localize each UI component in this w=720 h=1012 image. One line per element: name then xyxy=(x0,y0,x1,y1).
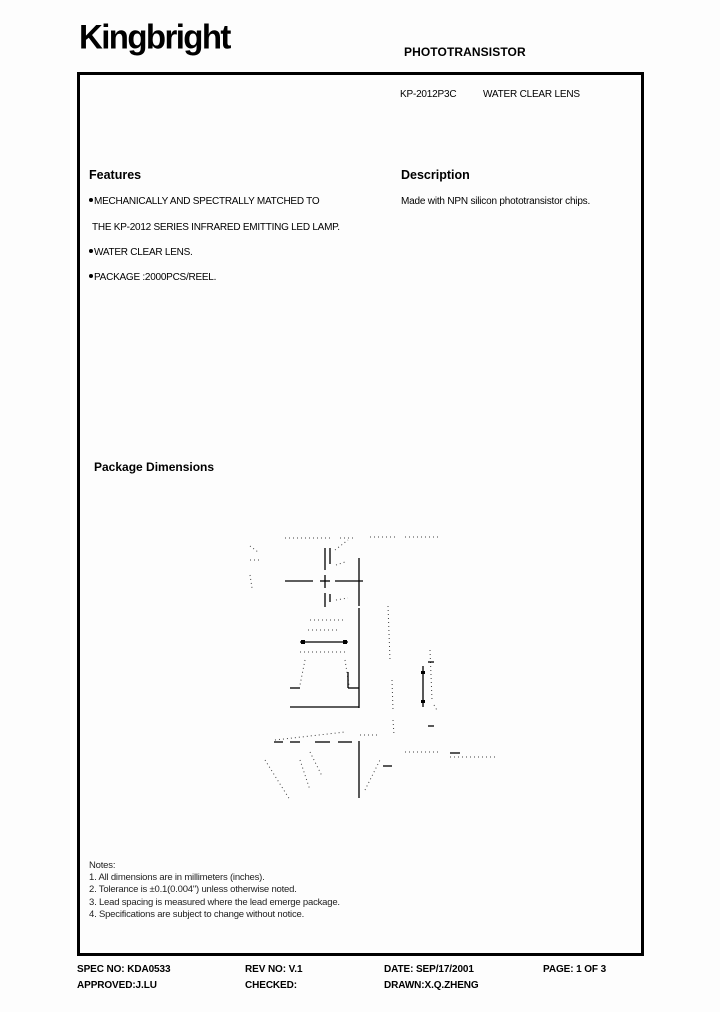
note-item: 1. All dimensions are in millimeters (inches). xyxy=(89,872,265,884)
feature-item-continuation: THE KP-2012 SERIES INFRARED EMITTING LED LAMP. xyxy=(92,222,340,233)
package-dimensions-heading: Package Dimensions xyxy=(94,460,215,474)
note-item: 3. Lead spacing is measured where the lead emerge package. xyxy=(89,896,340,908)
page-number: PAGE: 1 OF 3 xyxy=(543,964,607,975)
package-dimension-drawing-icon xyxy=(230,520,520,810)
feature-item: PACKAGE :2000PCS/REEL. xyxy=(89,272,216,283)
kingbright-logo: Kingbright xyxy=(79,17,230,56)
lens-type: WATER CLEAR LENS xyxy=(483,89,580,100)
revision-number: REV NO: V.1 xyxy=(245,964,303,975)
notes-heading: Notes: xyxy=(89,860,116,871)
spec-number: SPEC NO: KDA0533 xyxy=(77,964,171,975)
document-type-title: PHOTOTRANSISTOR xyxy=(404,45,526,59)
notes-section xyxy=(89,860,340,921)
feature-item: WATER CLEAR LENS. xyxy=(89,247,193,258)
note-item: 2. Tolerance is ±0.1(0.004") unless otherwise noted. xyxy=(89,884,297,896)
drawn-by: DRAWN:X.Q.ZHENG xyxy=(384,980,479,991)
features-heading: Features xyxy=(89,168,142,182)
note-item: 4. Specifications are subject to change without notice. xyxy=(89,908,305,920)
bullet-icon xyxy=(89,198,93,202)
feature-item: MECHANICALLY AND SPECTRALLY MATCHED TO xyxy=(89,196,319,207)
part-number: KP-2012P3C xyxy=(400,89,457,100)
bullet-icon xyxy=(89,249,93,253)
description-heading: Description xyxy=(401,168,470,182)
description-text: Made with NPN silicon phototransistor chips. xyxy=(401,196,591,207)
date: DATE: SEP/17/2001 xyxy=(384,964,474,975)
bullet-icon xyxy=(89,274,93,278)
checked-by: CHECKED: xyxy=(245,980,297,991)
approved-by: APPROVED:J.LU xyxy=(77,980,157,991)
